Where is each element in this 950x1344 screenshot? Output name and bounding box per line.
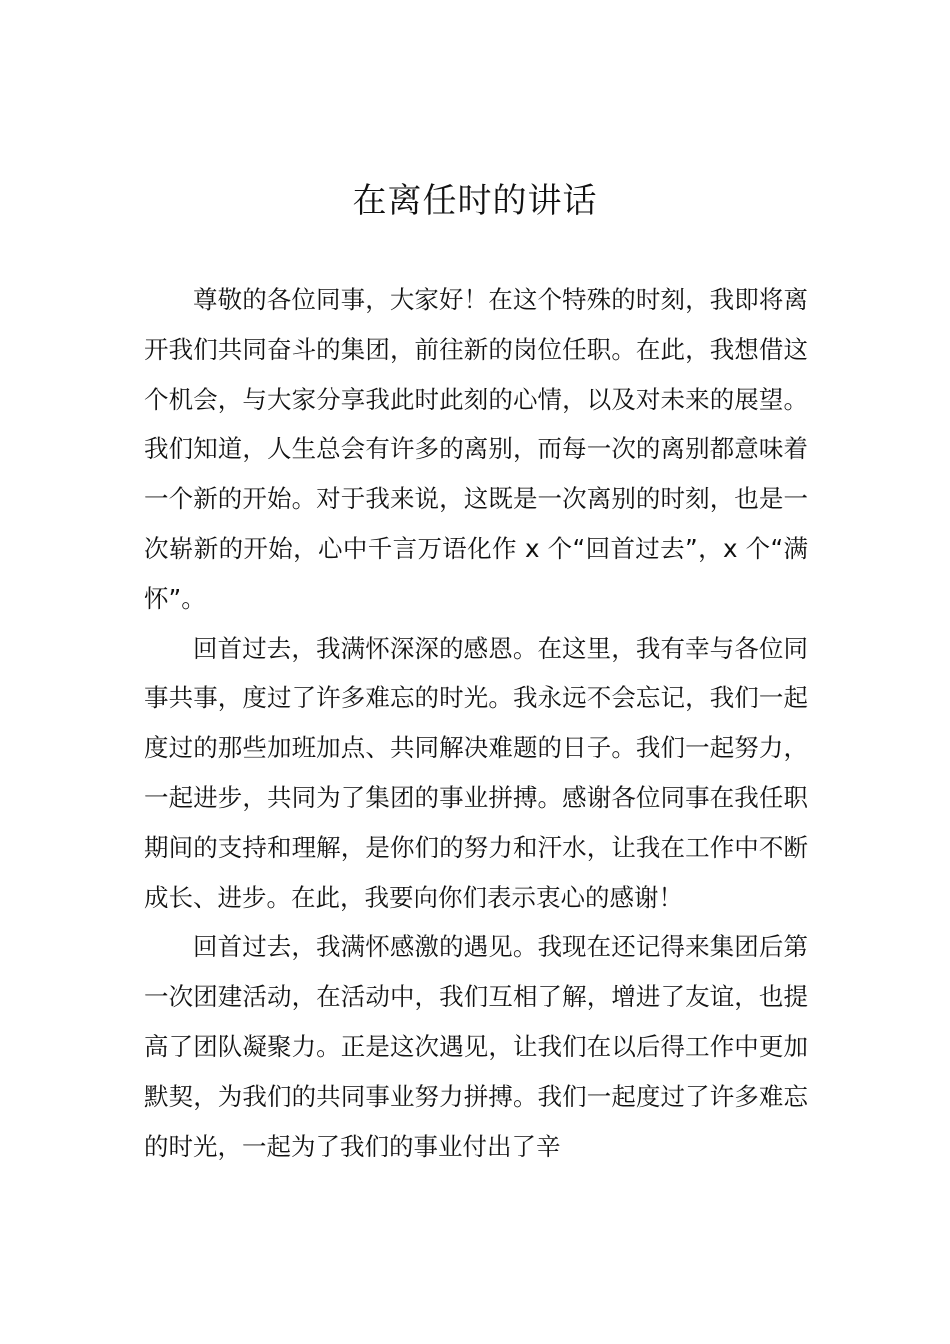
document-body [144, 275, 808, 1171]
paragraph-1: 尊敬的各位同事，大家好！在这个特殊的时刻，我即将离开我们共同奋斗的集团，前往新的岗位任职。在此，我想借这个机会，与大家分享我此时此刻的心情，以及对未来的展望。我们知道，人生总会有许多的离别，而每一次的离别都意味着一个新的开始。对于我来说，这既是一次离别的时刻，也是一次崭新的开始，心中千言万语化作 x 个“回首过去”，x 个“满怀”。 [144, 285, 808, 613]
document-title: 在离任时的讲话 [352, 181, 598, 221]
paragraph-3: 回首过去，我满怀感激的遇见。我现在还记得来集团后第一次团建活动，在活动中，我们互相了解，增进了友谊，也提高了团队凝聚力。正是这次遇见，让我们在以后得工作中更加默契，为我们的共同事业努力拼搏。我们一起度过了许多难忘的时光，一起为了我们的事业付出了辛 [144, 932, 808, 1161]
paragraph-2: 回首过去，我满怀深深的感恩。在这里，我有幸与各位同事共事，度过了许多难忘的时光。我永远不会忘记，我们一起度过的那些加班加点、共同解决难题的日子。我们一起努力，一起进步，共同为了集团的事业拼搏。感谢各位同事在我任职期间的支持和理解，是你们的努力和汗水，让我在工作中不断成长、进步。在此，我要向你们表示衷心的感谢！ [144, 633, 808, 912]
